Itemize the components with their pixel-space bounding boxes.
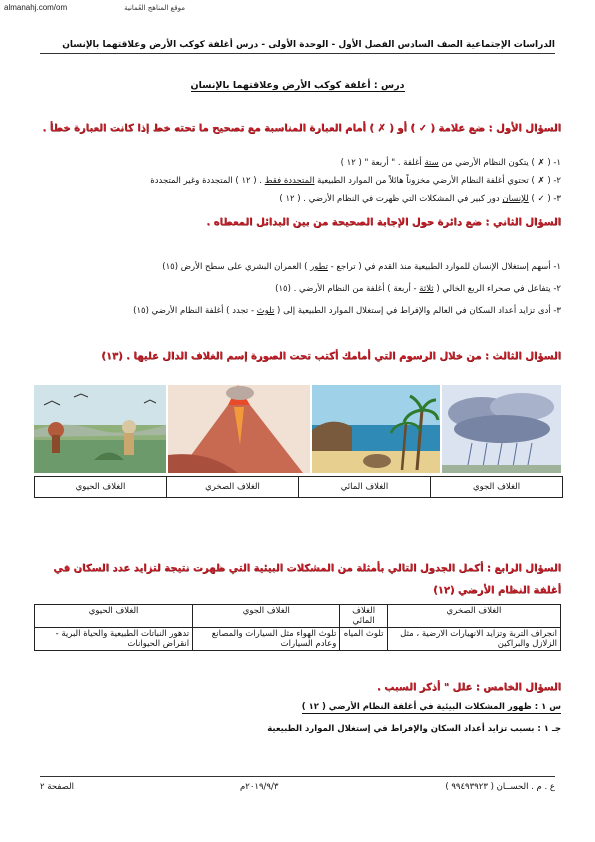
q1-item-2: ٢- ( ✗ ) تحتوي أغلفة النظام الأرضي مخزوناً هائلاً من الموارد الطبيعية المتجددة فقط . ( ١٢ ) المتجددة وغير المتجددة — [150, 176, 561, 186]
label-hydrosphere: الغلاف المائي — [298, 477, 430, 497]
label-atmosphere: الغلاف الجوي — [430, 477, 562, 497]
site-url[interactable]: almanahj.com/om — [4, 3, 68, 12]
footer-page: الصفحة ٢ — [40, 782, 74, 792]
lesson-title: درس : أغلفة كوكب الأرض وعلاقتهما بالإنسان — [190, 80, 405, 91]
footer-teacher: ع . م . الحســان ( ٩٩٤٩٣٩٢٣ ) — [445, 782, 555, 792]
table-cell: تدهور النباتات الطبيعية والحياة البرية - انقراض الحيوانات — [35, 628, 193, 651]
footer-divider — [40, 776, 555, 777]
header-divider — [40, 53, 555, 54]
spheres-images-row — [34, 385, 561, 473]
q5-answer: جـ ١ : بسبب تزايد أعداد السكان والإفراط في إستغلال الموارد الطبيعية — [267, 724, 561, 734]
table-header: الغلاف الجوي — [193, 605, 340, 628]
label-biosphere: الغلاف الحيوي — [75, 482, 126, 492]
q1-title: السؤال الأول : ضع علامة ( ✓ ) أو ( ✗ ) أمام العبارة المناسبة مع تصحيح ما تحته خط إذا كانت العبارة خطأ . — [42, 123, 561, 134]
table-header: الغلاف المائي — [340, 605, 388, 628]
q2-title: السؤال الثاني : ضع دائرة حول الإجابة الصحيحة من بين البدائل المعطاه . — [206, 217, 561, 228]
q2-item-3: ٣- أدى تزايد أعداد السكان في العالم والإفراط في إستغلال الموارد الطبيعية إلى ( تلوث - تجدد ) أغلفة النظام الأرضي (١٥) — [133, 306, 561, 316]
hydrosphere-image — [312, 385, 440, 473]
document-header: الدراسات الإجتماعية الصف السادس الفصل الأول - الوحدة الأولى - درس أغلفة كوكب الأرض وعلاقتهما بالإنسان — [62, 40, 555, 50]
table-cell: تلوث المياه — [340, 628, 388, 651]
biosphere-image — [34, 385, 166, 473]
q5-title: السؤال الخامس : علل " أذكر السبب . — [376, 682, 561, 693]
footer-date: ٢٠١٩/٩/٣م — [240, 782, 279, 792]
spheres-labels — [34, 476, 563, 498]
table-header-row — [35, 605, 561, 628]
lithosphere-image — [168, 385, 310, 473]
q4-title: السؤال الرابع : أكمل الجدول التالي بأمثلة من المشكلات البيئية التي ظهرت نتيجة لتزايد عدد السكان في أغلفة النظام الأرضي (١٢) — [53, 563, 561, 596]
q2-item-2: ٢- يتفاعل في صحراء الربع الخالي ( ثلاثة - أربعة ) أغلفة من النظام الأرضي . (١٥) — [275, 284, 561, 294]
atmosphere-image — [442, 385, 561, 473]
problems-table — [34, 604, 561, 651]
table-header: الغلاف الصخري — [387, 605, 560, 628]
table-header: الغلاف الحيوي — [35, 605, 193, 628]
table-cell: انجراف التربة وتزايد الانهيارات الارضية ، مثل الزلازل والبراكين — [387, 628, 560, 651]
table-row — [35, 628, 561, 651]
site-label: موقع المناهج العُمانية — [124, 4, 185, 12]
table-cell: تلوث الهواء مثل السيارات والمصانع وعادم السيارات — [193, 628, 340, 651]
q3-title: السؤال الثالث : من خلال الرسوم التي أمامك أكتب تحت الصورة إسم الغلاف الدال عليها . (١٣) — [101, 351, 561, 362]
q1-item-1: ١- ( ✗ ) يتكون النظام الأرضي من ستة أغلفة . " أربعة " ( ١٢ ) — [340, 158, 561, 168]
label-lithosphere: الغلاف الصخري — [166, 477, 298, 497]
q1-item-3: ٣- ( ✓ ) للإنسان دور كبير في المشكلات التي ظهرت في النظام الأرضي . ( ١٢ ) — [279, 194, 561, 204]
q5-question: س ١ : ظهور المشكلات البيئية في أغلفة النظام الأرضي ( ١٢ ) — [301, 702, 561, 712]
q2-item-1: ١- أسهم إستغلال الإنسان للموارد الطبيعية منذ القدم في ( تراجع - تطور ) العمران البشري على سطح الأرض (١٥) — [162, 262, 561, 272]
